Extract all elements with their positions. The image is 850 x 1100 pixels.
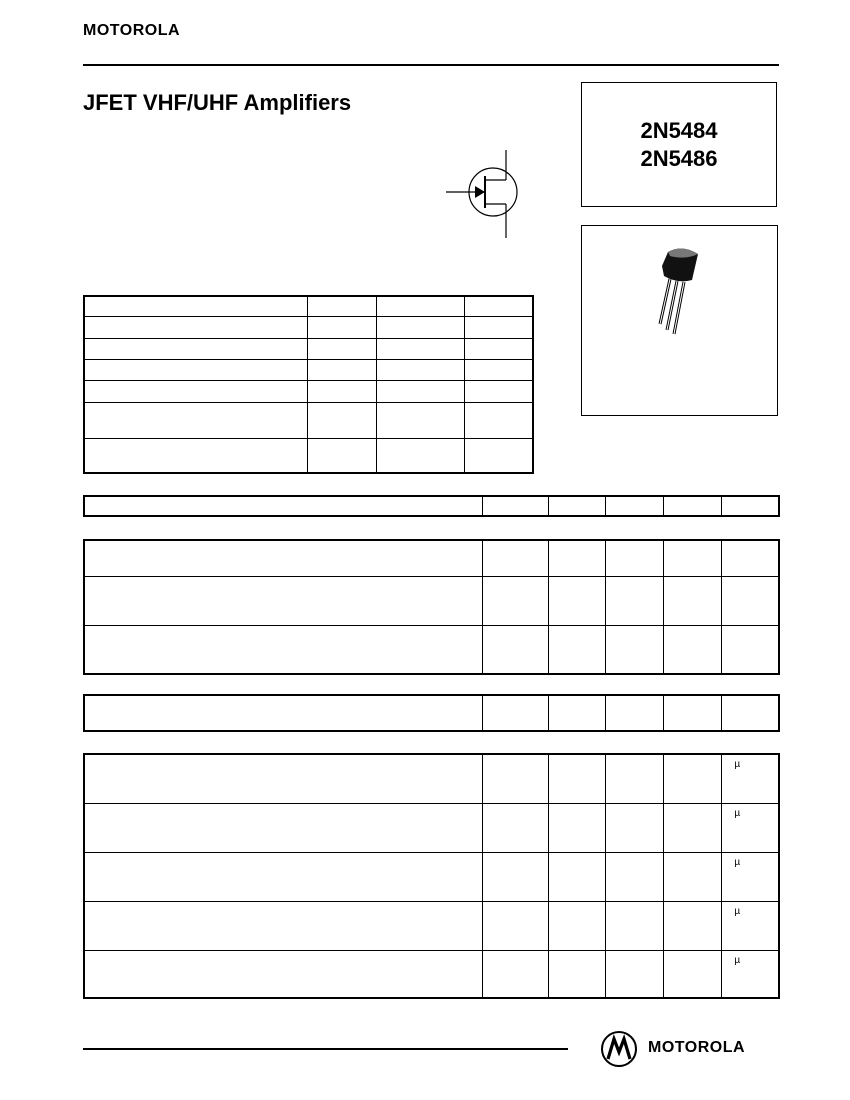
- table-row: [84, 950, 779, 998]
- table-row: [84, 852, 779, 901]
- page-title: JFET VHF/UHF Amplifiers: [83, 90, 352, 115]
- table-row: [84, 496, 779, 516]
- ratings-table: [83, 295, 534, 474]
- unit-cell: µ: [722, 901, 779, 950]
- off-characteristics-table: [83, 539, 780, 675]
- unit-cell: µ: [722, 754, 779, 803]
- table-row: [84, 380, 533, 402]
- part-number-2: 2N5486: [640, 145, 718, 171]
- table-row: [84, 754, 779, 803]
- characteristics-header-table: [83, 495, 780, 517]
- table-row: [84, 625, 779, 674]
- header-brand: MOTOROLA: [83, 22, 181, 39]
- unit-cell: µ: [722, 950, 779, 998]
- part-number-1: 2N5484: [640, 117, 718, 143]
- part-number-box: [581, 82, 777, 207]
- table-row: [84, 438, 533, 473]
- jfet-symbol-icon: [440, 148, 540, 240]
- package-box: [581, 225, 778, 416]
- table-row: [84, 695, 779, 731]
- footer-rule: [83, 1048, 568, 1050]
- table-row: [84, 338, 533, 359]
- header-rule: [83, 64, 779, 66]
- table-row: [84, 316, 533, 338]
- table-row: [84, 540, 779, 576]
- unit-cell: µ: [722, 803, 779, 852]
- on-characteristics-table: [83, 694, 780, 732]
- table-row: [84, 901, 779, 950]
- unit-cell: µ: [722, 852, 779, 901]
- table-row: [84, 402, 533, 438]
- table-row: [84, 576, 779, 625]
- table-row: [84, 296, 533, 316]
- to92-package-icon: [652, 244, 722, 339]
- footer-brand: MOTOROLA: [648, 1039, 746, 1056]
- table-row: [84, 803, 779, 852]
- table-row: [84, 359, 533, 380]
- motorola-logo-icon: [600, 1030, 638, 1068]
- small-signal-table: [83, 753, 780, 999]
